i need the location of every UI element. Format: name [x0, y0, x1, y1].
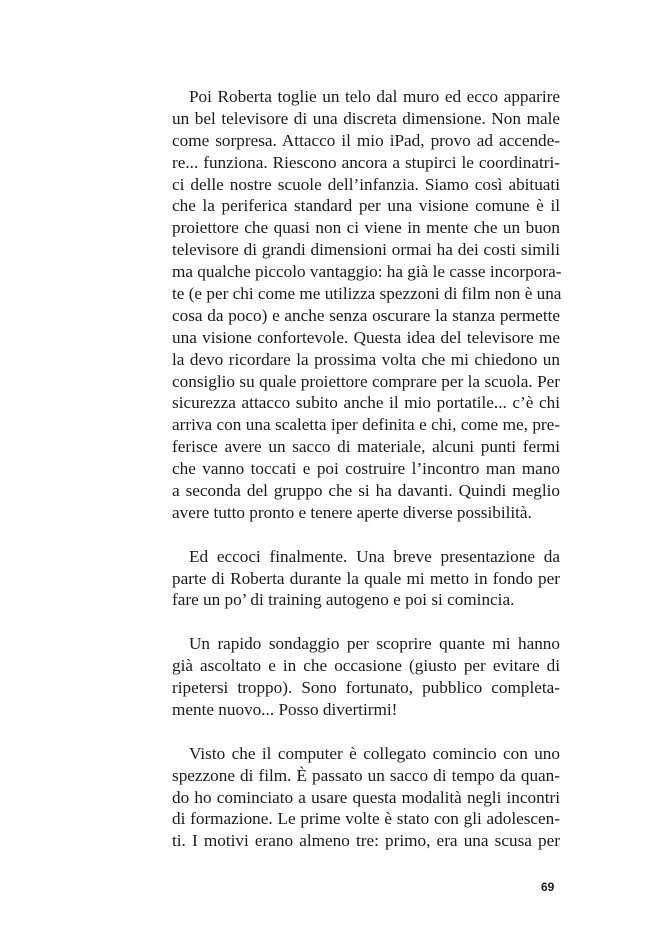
text-line: consiglio su quale proiettore comprare per la scuola. Per: [172, 371, 560, 391]
paragraph: [172, 546, 560, 612]
text-line: re... funziona. Riescono ancora a stupirci le coordinatri-: [172, 152, 560, 172]
text-line: Un rapido sondaggio per scoprire quante mi hanno: [189, 634, 560, 654]
body-text: [172, 86, 560, 852]
text-line: do ho cominciato a usare questa modalità negli incontri: [172, 787, 560, 807]
text-line: che vanno toccati e poi costruire l’incontro man mano: [172, 459, 560, 479]
paragraph-gap: [172, 721, 560, 743]
text-line: avere tutto pronto e tenere aperte diverse possibilità.: [172, 502, 532, 522]
text-line: ti. I motivi erano almeno tre: primo, era una scusa per: [172, 831, 560, 851]
text-line: ferisce avere un sacco di materiale, alcuni punti fermi: [172, 437, 560, 457]
text-line: la devo ricordare la prossima volta che mi chiedono un: [172, 349, 560, 369]
text-line: sicurezza attacco subito anche il mio portatile... c’è chi: [172, 393, 560, 413]
page-number: 69: [541, 880, 555, 894]
paragraph-gap: [172, 611, 560, 633]
text-line: che la periferica standard per una visione comune è il: [172, 196, 560, 216]
paragraph: [172, 86, 560, 524]
text-line: Visto che il computer è collegato comincio con uno: [189, 743, 560, 763]
text-line: cosa da poco) e anche senza oscurare la stanza permette: [172, 305, 560, 325]
text-line: spezzone di film. È passato un sacco di tempo da quan-: [172, 765, 560, 785]
text-line: arriva con una scaletta iper definita e chi, come me, pre-: [172, 415, 560, 435]
text-line: già ascoltato e in che occasione (giusto per evitare di: [172, 656, 560, 676]
text-line: ma qualche piccolo vantaggio: ha già le casse incorpora-: [172, 262, 562, 282]
text-line: come sorpresa. Attacco il mio iPad, provo ad accende-: [172, 130, 560, 150]
text-line: te (e per chi come me utilizza spezzoni di film non è una: [172, 284, 562, 304]
text-line: una visione confortevole. Questa idea del televisore me: [172, 327, 560, 347]
text-line: mente nuovo... Posso divertirmi!: [172, 699, 398, 719]
text-line: proiettore che quasi non ci viene in mente che un buon: [172, 218, 560, 238]
text-line: un bel televisore di una discreta dimensione. Non male: [172, 108, 560, 128]
text-line: ci delle nostre scuole dell’infanzia. Siamo così abituati: [172, 174, 560, 194]
text-line: ripetersi troppo). Sono fortunato, pubblico completa-: [172, 678, 560, 698]
text-line: a seconda del gruppo che si ha davanti. Quindi meglio: [172, 481, 560, 501]
paragraph: [172, 633, 560, 721]
text-line: di formazione. Le prime volte è stato con gli adolescen-: [172, 809, 560, 829]
text-line: fare un po’ di training autogeno e poi si comincia.: [172, 590, 515, 610]
text-line: Poi Roberta toglie un telo dal muro ed ecco apparire: [189, 87, 560, 106]
text-line: Ed eccoci finalmente. Una breve presentazione da: [189, 546, 560, 566]
paragraph: [172, 743, 560, 852]
paragraph-gap: [172, 524, 560, 546]
text-line: televisore di grandi dimensioni ormai ha dei costi simili: [172, 240, 560, 260]
text-line: parte di Roberta durante la quale mi metto in fondo per: [172, 568, 560, 588]
